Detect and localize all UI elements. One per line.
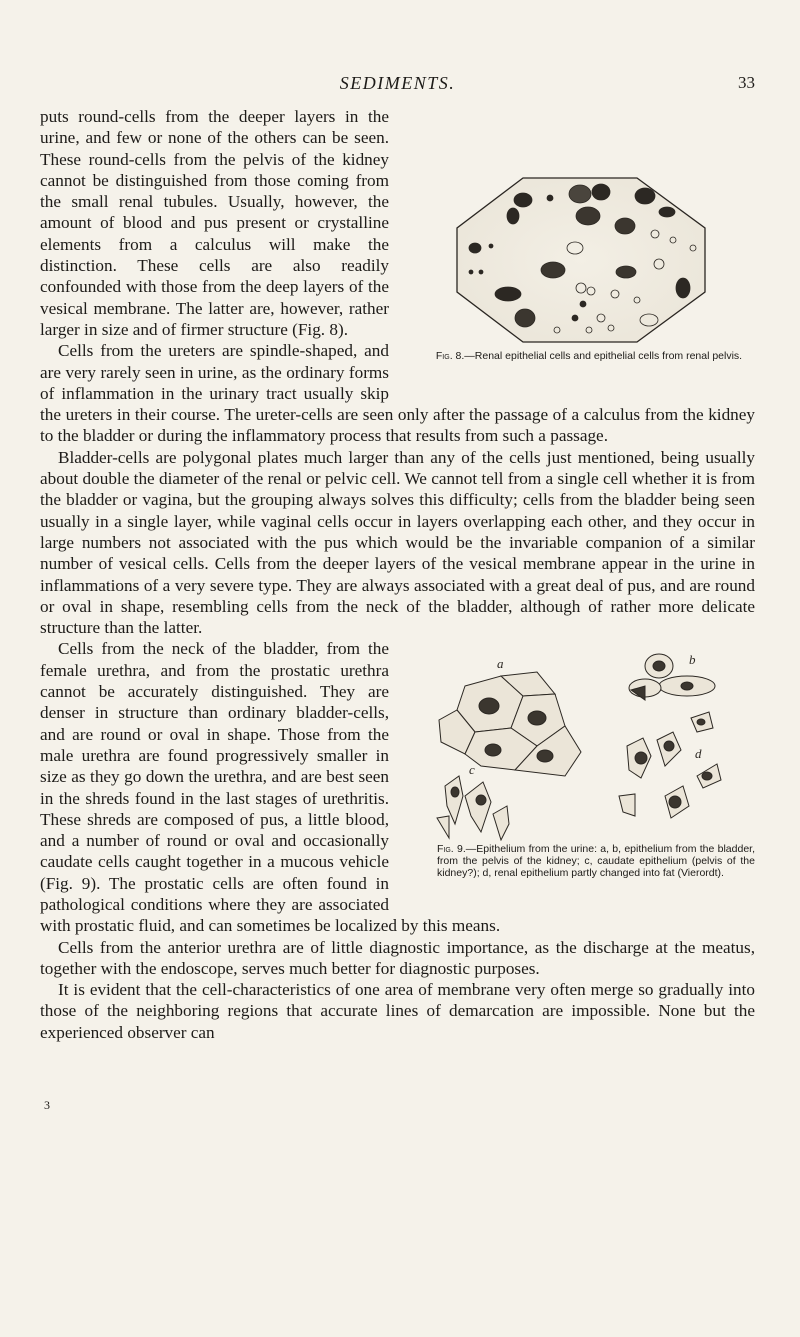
figure-8-caption xyxy=(433,350,745,362)
figure-9-label: Fig. 9. xyxy=(437,843,466,856)
running-head xyxy=(40,73,755,97)
figure-8-label: Fig. 8. xyxy=(435,350,465,362)
book-page xyxy=(40,0,755,1337)
figure-9-caption xyxy=(437,843,755,879)
running-title: SEDIMENTS. xyxy=(339,73,456,93)
figure-8 xyxy=(405,168,755,390)
body-text xyxy=(40,106,755,1043)
label-b: b xyxy=(689,652,696,668)
figure-9-caption-text: —Epithelium from the urine: a, b, epithelium from the bladder, from the pelvis of the kidney; c, caudate epithelium (pelvis of the kidney?); d, renal epithelium partly changed into fat (Vierordt). xyxy=(437,843,755,880)
paragraph-2: Cells from the ureters are spindle-shaped, and are very rarely seen in urine, as the ordinary forms of inflammation in the urinary tract usually skip the ureters in their course. The ureter-cells are seen only after the passage of a calculus from the kidney to the bladder or during the inflammatory process that results from such a passage. xyxy=(40,341,755,446)
paragraph-4: Cells from the neck of the bladder, from the female urethra, and from the prostatic urethra cannot be accurately distinguished. They are denser in structure than ordinary bladder-cells, and are round or oval in shape. Those from the male urethra are found progressively smaller in size as they go down the urethra, and are best seen in the shreds found in the last stages of urethritis. These shreds are composed of pus, a little blood, and a number of round or oval and occasionally caudate cells caught together in a mucous vehicle (Fig. 9). The prostatic cells are often found in pathological conditions where they are associated with prostatic fluid, and can sometimes be localized by this means. xyxy=(40,639,501,936)
label-d: d xyxy=(695,746,702,762)
paragraph-5: Cells from the anterior urethra are of little diagnostic importance, as the discharge at the meatus, together with the endoscope, serves much better for diagnostic purposes. xyxy=(40,937,755,978)
renal-cells-illustration xyxy=(405,168,755,348)
label-c: c xyxy=(469,762,475,778)
figure-9 xyxy=(405,646,755,901)
cell-group-c xyxy=(437,776,509,840)
label-a: a xyxy=(497,656,504,672)
cell-group-d xyxy=(619,686,721,818)
paragraph-1: puts round-cells from the deeper layers in the urine, and few or none of the others can be seen. These round-cells from the pelvis of the kidney cannot be distinguished from those coming from the small renal tubules. Usually, however, the amount of blood and pus present or crystalline elements from a calculus will make the distinction. These cells are also readily confounded with those from the deep layers of the vesical membrane. The latter are, however, rather larger in size and of firmer structure (Fig. 8). xyxy=(40,107,389,339)
urine-epithelium-illustration xyxy=(405,646,755,841)
cell-group-a xyxy=(439,672,581,776)
paragraph-6: It is evident that the cell-characteristics of one area of membrane very often merge so gradually into those of the neighboring regions that accurate lines of demarcation are impossible. None but the experienced observer can xyxy=(40,980,755,1042)
signature-mark: 3 xyxy=(44,1098,50,1112)
page-number: 33 xyxy=(738,73,755,92)
figure-8-caption-text: —Renal epithelial cells and epithelial cells from renal pelvis. xyxy=(464,350,743,362)
paragraph-3: Bladder-cells are polygonal plates much larger than any of the cells just mentioned, being usually about double the diameter of the renal or pelvic cell. We cannot tell from a single cell whether it is from the bladder or vagina, but the grouping always solves this difficulty; cells from the bladder being seen usually in a single layer, while vaginal cells occur in layers overlapping each other, and they occur in large numbers not associated with the pus which would be the invariable companion of a similar number of vesical cells. Cells from the deeper layers of the vesical membrane appear in the urine in inflammations of a very severe type. They are always associated with a great deal of pus, and are round or oval in shape, resembling cells from the neck of the bladder, although of rather more delicate structure than the latter. xyxy=(40,447,755,638)
